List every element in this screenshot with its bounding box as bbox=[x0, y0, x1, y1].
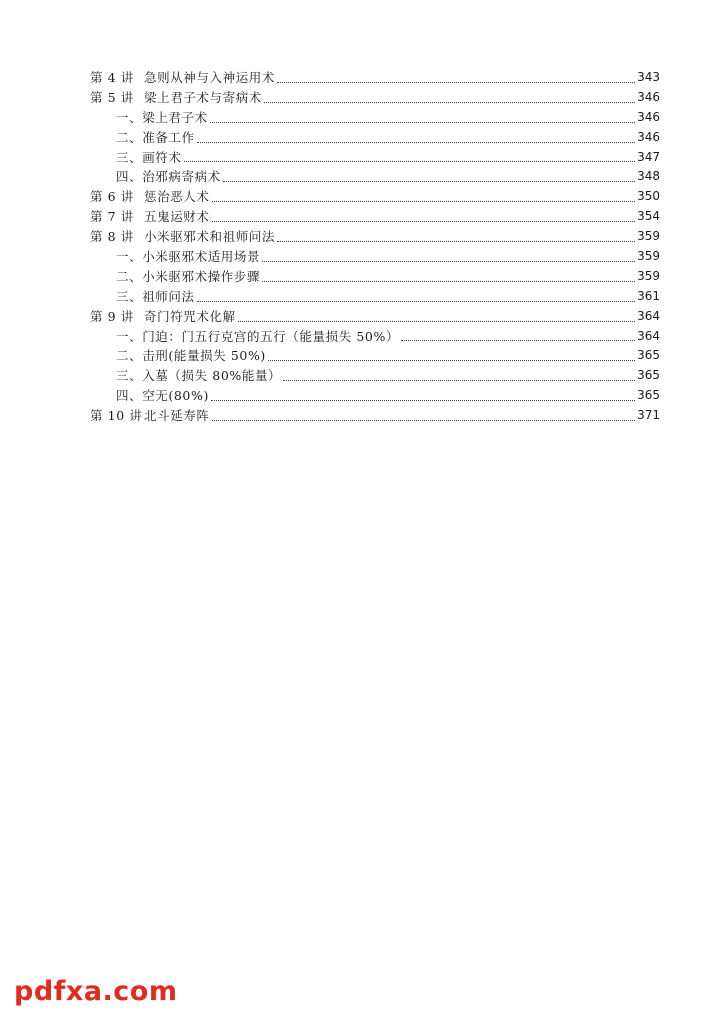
toc-dot-leader bbox=[262, 280, 635, 282]
toc-dot-leader bbox=[238, 320, 635, 322]
toc-entry[interactable] bbox=[90, 247, 660, 267]
toc-entry-label bbox=[90, 207, 210, 227]
toc-page-number: 359 bbox=[637, 268, 660, 283]
toc-page-number: 359 bbox=[637, 249, 660, 263]
toc-dot-leader bbox=[264, 101, 635, 103]
toc-page-number: 365 bbox=[637, 388, 660, 403]
toc-entry[interactable] bbox=[90, 167, 660, 187]
toc-entry-label bbox=[90, 227, 275, 247]
toc-entry[interactable] bbox=[90, 68, 660, 88]
toc-entry[interactable] bbox=[90, 346, 660, 366]
toc-page-number: 343 bbox=[637, 69, 660, 84]
toc-entry[interactable] bbox=[90, 227, 660, 247]
toc-entry-title: 三、祖师问法 bbox=[116, 288, 195, 304]
toc-entry-title: 小米驱邪术和祖师问法 bbox=[144, 229, 276, 245]
toc-entry-title: 四、治邪病寄病术 bbox=[116, 169, 221, 185]
toc-entry[interactable] bbox=[90, 148, 660, 168]
toc-entry[interactable] bbox=[90, 366, 660, 386]
table-of-contents bbox=[90, 68, 660, 426]
toc-entry-title: 急则从神与入神运用术 bbox=[144, 69, 276, 85]
toc-entry-title: 二、击刑(能量损失 50%) bbox=[116, 348, 266, 364]
toc-entry-title: 一、门迫：门五行克宫的五行（能量损失 50%） bbox=[116, 328, 400, 344]
toc-chapter-number: 第 4 讲 bbox=[90, 69, 134, 85]
toc-entry-label bbox=[90, 406, 210, 426]
watermark-logo: pdfxa.com bbox=[14, 976, 178, 1007]
toc-entry-title: 一、梁上君子术 bbox=[116, 109, 208, 125]
toc-entry[interactable] bbox=[90, 307, 660, 327]
toc-chapter-number: 第 6 讲 bbox=[90, 189, 134, 205]
toc-dot-leader bbox=[277, 81, 635, 83]
toc-dot-leader bbox=[212, 200, 636, 202]
toc-dot-leader bbox=[401, 339, 635, 341]
toc-page-number: 346 bbox=[637, 129, 660, 144]
toc-dot-leader bbox=[197, 141, 635, 143]
toc-chapter-number: 第 10 讲 bbox=[90, 408, 143, 424]
toc-entry-title: 二、小米驱邪术操作步骤 bbox=[116, 268, 261, 284]
toc-entry-title: 惩治恶人术 bbox=[144, 189, 210, 205]
toc-page-number: 347 bbox=[637, 149, 660, 164]
toc-entry[interactable] bbox=[90, 207, 660, 227]
toc-entry[interactable] bbox=[90, 187, 660, 207]
toc-entry[interactable] bbox=[90, 128, 660, 148]
toc-entry[interactable] bbox=[90, 108, 660, 128]
toc-dot-leader bbox=[262, 260, 635, 262]
toc-page-number: 346 bbox=[637, 89, 660, 104]
toc-entry-title: 四、空无(80%) bbox=[116, 388, 209, 404]
toc-dot-leader bbox=[283, 379, 635, 381]
toc-entry-label bbox=[90, 187, 210, 207]
toc-page-number: 354 bbox=[637, 209, 660, 224]
toc-page-number: 371 bbox=[637, 408, 660, 423]
toc-entry-title: 北斗延寿阵 bbox=[144, 408, 210, 424]
toc-dot-leader bbox=[277, 240, 635, 242]
toc-page-number: 346 bbox=[637, 109, 660, 124]
toc-chapter-number: 第 9 讲 bbox=[90, 308, 134, 324]
toc-dot-leader bbox=[268, 359, 635, 361]
toc-page-number: 361 bbox=[637, 288, 660, 303]
toc-page-number: 348 bbox=[637, 169, 660, 184]
toc-entry-title: 五鬼运财术 bbox=[144, 209, 210, 225]
toc-entry-label bbox=[90, 88, 262, 108]
toc-dot-leader bbox=[197, 300, 635, 302]
toc-entry-title: 三、入墓（损失 80%能量） bbox=[116, 368, 282, 384]
toc-dot-leader bbox=[212, 220, 636, 222]
toc-entry-title: 二、准备工作 bbox=[116, 129, 195, 145]
toc-dot-leader bbox=[212, 419, 636, 421]
toc-chapter-number: 第 8 讲 bbox=[90, 229, 134, 245]
toc-entry-title: 梁上君子术与寄病术 bbox=[144, 89, 262, 105]
toc-entry-title: 三、画符术 bbox=[116, 149, 182, 165]
toc-chapter-number: 第 7 讲 bbox=[90, 209, 134, 225]
toc-dot-leader bbox=[211, 399, 635, 401]
toc-page-number: 359 bbox=[637, 229, 660, 244]
toc-entry[interactable] bbox=[90, 386, 660, 406]
toc-entry[interactable] bbox=[90, 267, 660, 287]
toc-entry[interactable] bbox=[90, 406, 660, 426]
toc-dot-leader bbox=[210, 121, 635, 123]
toc-page-number: 364 bbox=[637, 328, 660, 343]
toc-dot-leader bbox=[223, 180, 635, 182]
toc-entry[interactable] bbox=[90, 327, 660, 347]
toc-entry[interactable] bbox=[90, 287, 660, 307]
toc-dot-leader bbox=[184, 160, 636, 162]
toc-entry-label bbox=[90, 307, 236, 327]
toc-page-number: 350 bbox=[637, 189, 660, 204]
toc-page-number: 364 bbox=[637, 308, 660, 323]
toc-entry-title: 奇门符咒术化解 bbox=[144, 308, 236, 324]
toc-page-number: 365 bbox=[637, 348, 660, 363]
toc-entry[interactable] bbox=[90, 88, 660, 108]
toc-entry-title: 一、小米驱邪术适用场景 bbox=[116, 249, 261, 264]
toc-page-number: 365 bbox=[637, 368, 660, 383]
toc-chapter-number: 第 5 讲 bbox=[90, 89, 134, 105]
toc-entry-label bbox=[90, 68, 275, 88]
